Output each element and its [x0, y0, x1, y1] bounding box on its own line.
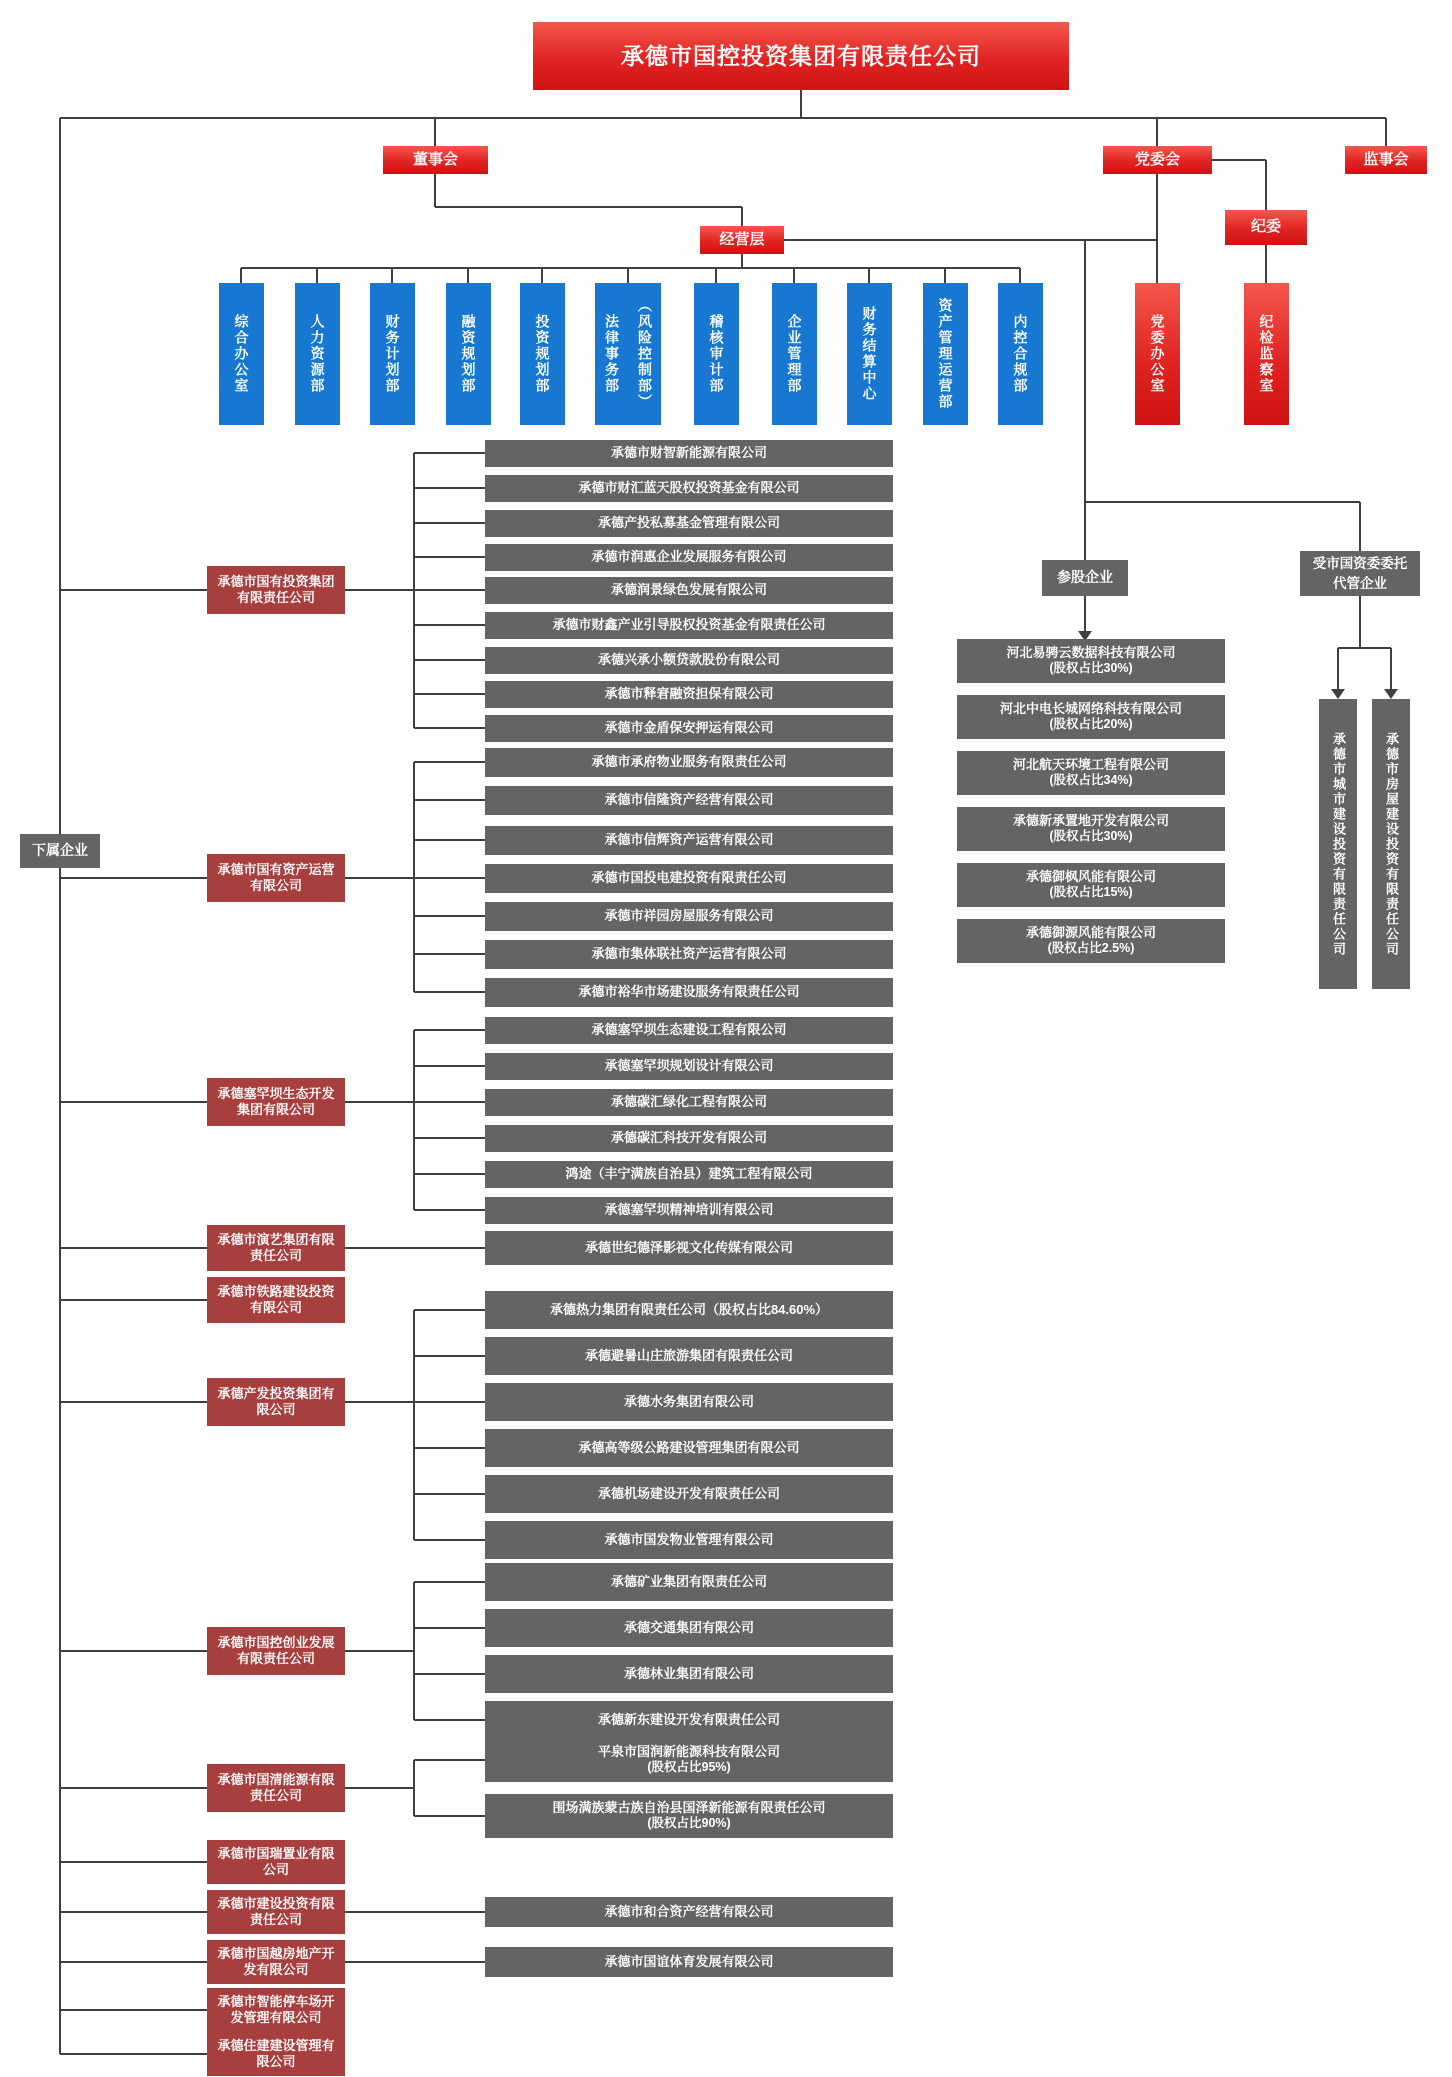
party-office-label: 党委办公室	[1149, 314, 1166, 394]
subsidiary-company-box	[485, 1475, 893, 1513]
department-label: 内控合规部	[1012, 314, 1029, 394]
party-committee-label: 党委会	[1134, 150, 1180, 168]
board-of-directors-box	[383, 146, 488, 174]
subsidiary-parent-label: 承德市建设投资有限责任公司	[217, 1895, 335, 1927]
department-label: 资产管理运营部	[937, 298, 954, 410]
subsidiary-company-box	[485, 440, 893, 467]
subsidiary-company-box	[485, 1738, 893, 1782]
subordinate-enterprises-label	[20, 834, 100, 868]
company-name: 承德兴承小额贷款股份有限公司	[597, 651, 780, 667]
subsidiary-company-box	[485, 1794, 893, 1838]
company-name: 承德润景绿色发展有限公司	[610, 581, 767, 597]
company-name: 承德新东建设开发有限责任公司	[597, 1711, 780, 1727]
department-label: 法律事务部	[604, 314, 620, 394]
subsidiary-company-box	[485, 940, 893, 969]
subsidiary-parent-box	[207, 1840, 345, 1884]
subsidiary-company-box	[485, 612, 893, 639]
company-name: 承德市承府物业服务有限责任公司	[591, 753, 787, 769]
company-name: 承德市财鑫产业引导股权投资基金有限责任公司	[552, 616, 826, 632]
subsidiary-parent-label: 承德产发投资集团有限公司	[217, 1385, 335, 1417]
subordinate-enterprises-text: 下属企业	[32, 842, 88, 859]
company-name: 承德市城市建设投资有限责任公司	[1331, 731, 1346, 957]
subsidiary-company-box	[485, 544, 893, 571]
company-name: 承德矿业集团有限责任公司	[610, 1573, 767, 1589]
company-name: 承德御枫风能有限公司	[1025, 869, 1156, 885]
subsidiary-parent-box	[207, 1378, 345, 1426]
subsidiary-parent-label: 承德市国控创业发展有限责任公司	[217, 1634, 335, 1666]
subsidiary-company-box	[485, 786, 893, 815]
subsidiary-company-box	[485, 1125, 893, 1152]
company-name: 承德碳汇绿化工程有限公司	[610, 1093, 767, 1109]
participation-company-box	[957, 751, 1225, 795]
subsidiary-company-box	[485, 1563, 893, 1601]
participation-company-box	[957, 807, 1225, 851]
management-layer-label: 经营层	[719, 230, 765, 248]
subsidiary-parent-box	[207, 1078, 345, 1126]
department-box	[295, 283, 340, 425]
company-name: 承德市国投电建投资有限责任公司	[591, 869, 787, 885]
company-name: 承德市金盾保安押运有限公司	[604, 719, 774, 735]
subsidiary-company-box	[485, 577, 893, 604]
entrusted-company-box	[1372, 699, 1410, 989]
company-name: 承德机场建设开发有限责任公司	[597, 1485, 780, 1501]
company-name: 承德市祥园房屋服务有限公司	[604, 907, 774, 923]
subsidiary-parent-label: 承德市国越房地产开发有限公司	[217, 1945, 335, 1977]
department-box	[219, 283, 264, 425]
subsidiary-company-box	[485, 1655, 893, 1693]
participation-company-box	[957, 919, 1225, 963]
department-box	[998, 283, 1043, 425]
department-label: 稽核审计部	[708, 314, 725, 394]
company-name: 承德御源风能有限公司	[1025, 925, 1156, 941]
subsidiary-company-box	[485, 1089, 893, 1116]
subsidiary-parent-label: 承德塞罕坝生态开发集团有限公司	[217, 1085, 335, 1117]
subsidiary-company-box	[485, 681, 893, 708]
subsidiary-company-box	[485, 1337, 893, 1375]
subsidiary-company-box	[485, 1053, 893, 1080]
company-name: 围场满族蒙古族自治县国泽新能源有限责任公司	[552, 1800, 826, 1816]
company-name: 承德世纪德泽影视文化传媒有限公司	[584, 1239, 793, 1255]
subsidiary-company-box	[485, 1947, 893, 1977]
company-name: 平泉市国润新能源科技有限公司	[597, 1744, 780, 1760]
participation-company-box	[957, 639, 1225, 683]
subsidiary-parent-box	[207, 1988, 345, 2032]
company-share: (股权占比2.5%)	[1047, 941, 1135, 956]
company-name: 承德塞罕坝精神培训有限公司	[604, 1201, 774, 1217]
company-share: (股权占比95%)	[647, 1760, 731, 1775]
subsidiary-company-box	[485, 902, 893, 931]
subsidiary-parent-label: 承德市国有投资集团有限责任公司	[217, 573, 335, 605]
company-name: 河北中电长城网络科技有限公司	[999, 701, 1182, 717]
subsidiary-parent-box	[207, 566, 345, 614]
subsidiary-parent-label: 承德市国瑞置业有限公司	[217, 1845, 335, 1877]
entrusted-company-box	[1319, 699, 1357, 989]
subsidiary-company-box	[485, 1897, 893, 1927]
company-share: (股权占比34%)	[1049, 773, 1133, 788]
entrusted-enterprises-label	[1300, 551, 1420, 596]
company-share: (股权占比15%)	[1049, 885, 1133, 900]
department-box	[772, 283, 817, 425]
subsidiary-company-box	[485, 864, 893, 893]
subsidiary-parent-box	[207, 1764, 345, 1812]
subsidiary-company-box	[485, 1017, 893, 1044]
company-name: 承德交通集团有限公司	[623, 1619, 754, 1635]
subsidiary-parent-box	[207, 1627, 345, 1675]
company-name: 承德水务集团有限公司	[623, 1393, 754, 1409]
department-box	[595, 283, 661, 425]
subsidiary-parent-box	[207, 2032, 345, 2076]
company-name: 承德高等级公路建设管理集团有限公司	[578, 1439, 800, 1455]
company-share: (股权占比30%)	[1049, 829, 1133, 844]
company-title: 承德市国控投资集团有限责任公司	[621, 42, 981, 69]
subsidiary-company-box	[485, 1197, 893, 1224]
subsidiary-parent-box	[207, 1890, 345, 1934]
department-label: 财务结算中心	[861, 306, 878, 402]
participation-company-box	[957, 695, 1225, 739]
subsidiary-parent-label: 承德市智能停车场开发管理有限公司	[217, 1993, 335, 2025]
company-name: 承德塞罕坝生态建设工程有限公司	[591, 1021, 787, 1037]
department-box	[520, 283, 565, 425]
company-title-banner	[533, 22, 1069, 90]
party-office-box	[1244, 283, 1289, 425]
company-name: 承德热力集团有限责任公司（股权占比84.60%）	[549, 1301, 829, 1317]
company-name: 承德碳汇科技开发有限公司	[610, 1129, 767, 1145]
department-box	[446, 283, 491, 425]
department-label: 综合办公室	[233, 314, 250, 394]
party-committee-box	[1103, 146, 1212, 174]
subsidiary-company-box	[485, 826, 893, 855]
subsidiary-company-box	[485, 510, 893, 537]
company-share: (股权占比20%)	[1049, 717, 1133, 732]
department-label: 人力资源部	[309, 314, 326, 394]
department-box	[847, 283, 892, 425]
subsidiary-company-box	[485, 1291, 893, 1329]
company-share: (股权占比90%)	[647, 1816, 731, 1831]
board-label: 董事会	[412, 150, 458, 168]
subsidiary-parent-label: 承德住建建设管理有限公司	[217, 2037, 335, 2069]
department-box	[923, 283, 968, 425]
subsidiary-company-box	[485, 1161, 893, 1188]
company-name: 承德塞罕坝规划设计有限公司	[604, 1057, 774, 1073]
department-box	[370, 283, 415, 425]
company-name: 承德产投私募基金管理有限公司	[597, 514, 780, 530]
department-label: 融资规划部	[460, 314, 477, 394]
company-name: 承德市释宭融资担保有限公司	[604, 685, 774, 701]
company-name: 承德新承置地开发有限公司	[1012, 813, 1169, 829]
subsidiary-company-box	[485, 715, 893, 742]
subsidiary-parent-label: 承德市国有资产运营有限公司	[217, 861, 335, 893]
participation-company-box	[957, 863, 1225, 907]
company-name: 承德市财智新能源有限公司	[610, 444, 767, 460]
company-name: 承德市国谊体育发展有限公司	[604, 1953, 774, 1969]
subsidiary-parent-box	[207, 1277, 345, 1323]
subsidiary-company-box	[485, 1383, 893, 1421]
department-label: 投资规划部	[534, 314, 551, 394]
company-name: 河北航天环境工程有限公司	[1012, 757, 1169, 773]
company-name: 承德市财汇蓝天股权投资基金有限公司	[578, 479, 800, 495]
subsidiary-parent-box	[207, 1225, 345, 1271]
participation-enterprises-text: 参股企业	[1057, 569, 1113, 586]
company-name: 承德市信隆资产经营有限公司	[604, 791, 774, 807]
company-name: 河北易骋云数据科技有限公司	[1006, 645, 1176, 661]
company-share: (股权占比30%)	[1049, 661, 1133, 676]
company-name: 承德市国发物业管理有限公司	[604, 1531, 774, 1547]
management-layer-box	[700, 226, 784, 254]
company-name: 承德市房屋建设投资有限责任公司	[1384, 731, 1399, 957]
department-label: 企业管理部	[786, 314, 803, 394]
supervisory-board-label: 监事会	[1363, 150, 1409, 168]
party-office-box	[1135, 283, 1180, 425]
subsidiary-company-box	[485, 647, 893, 674]
company-name: 承德市集体联社资产运营有限公司	[591, 945, 787, 961]
company-name: 承德避暑山庄旅游集团有限责任公司	[584, 1347, 793, 1363]
discipline-committee-box	[1225, 210, 1307, 245]
subsidiary-parent-box	[207, 854, 345, 902]
subsidiary-company-box	[485, 978, 893, 1007]
subsidiary-company-box	[485, 1521, 893, 1559]
subsidiary-company-box	[485, 1701, 893, 1739]
subsidiary-company-box	[485, 475, 893, 502]
party-office-label: 纪检监察室	[1258, 314, 1275, 394]
company-name: 承德市裕华市场建设服务有限责任公司	[578, 983, 800, 999]
supervisory-board-box	[1345, 146, 1427, 174]
company-name: 承德林业集团有限公司	[623, 1665, 754, 1681]
subsidiary-parent-label: 承德市演艺集团有限责任公司	[217, 1231, 335, 1263]
company-name: 鸿途（丰宁满族自治县）建筑工程有限公司	[565, 1165, 813, 1181]
subsidiary-parent-box	[207, 1940, 345, 1984]
department-box	[694, 283, 739, 425]
discipline-committee-label: 纪委	[1250, 218, 1281, 236]
subsidiary-parent-label: 承德市铁路建设投资有限公司	[217, 1283, 335, 1315]
subsidiary-parent-label: 承德市国清能源有限责任公司	[217, 1771, 335, 1803]
company-name: 承德市和合资产经营有限公司	[604, 1903, 774, 1919]
participation-enterprises-label	[1042, 560, 1128, 596]
entrusted-enterprises-text: 受市国资委委托代管企业	[1312, 555, 1408, 591]
company-name: 承德市润惠企业发展服务有限公司	[591, 548, 787, 564]
company-name: 承德市信辉资产运营有限公司	[604, 831, 774, 847]
subsidiary-company-box	[485, 748, 893, 777]
department-label: 财务计划部	[384, 314, 401, 394]
subsidiary-company-box	[485, 1231, 893, 1265]
subsidiary-company-box	[485, 1429, 893, 1467]
subsidiary-company-box	[485, 1609, 893, 1647]
department-sub-label: （风险控制部）	[637, 298, 653, 410]
